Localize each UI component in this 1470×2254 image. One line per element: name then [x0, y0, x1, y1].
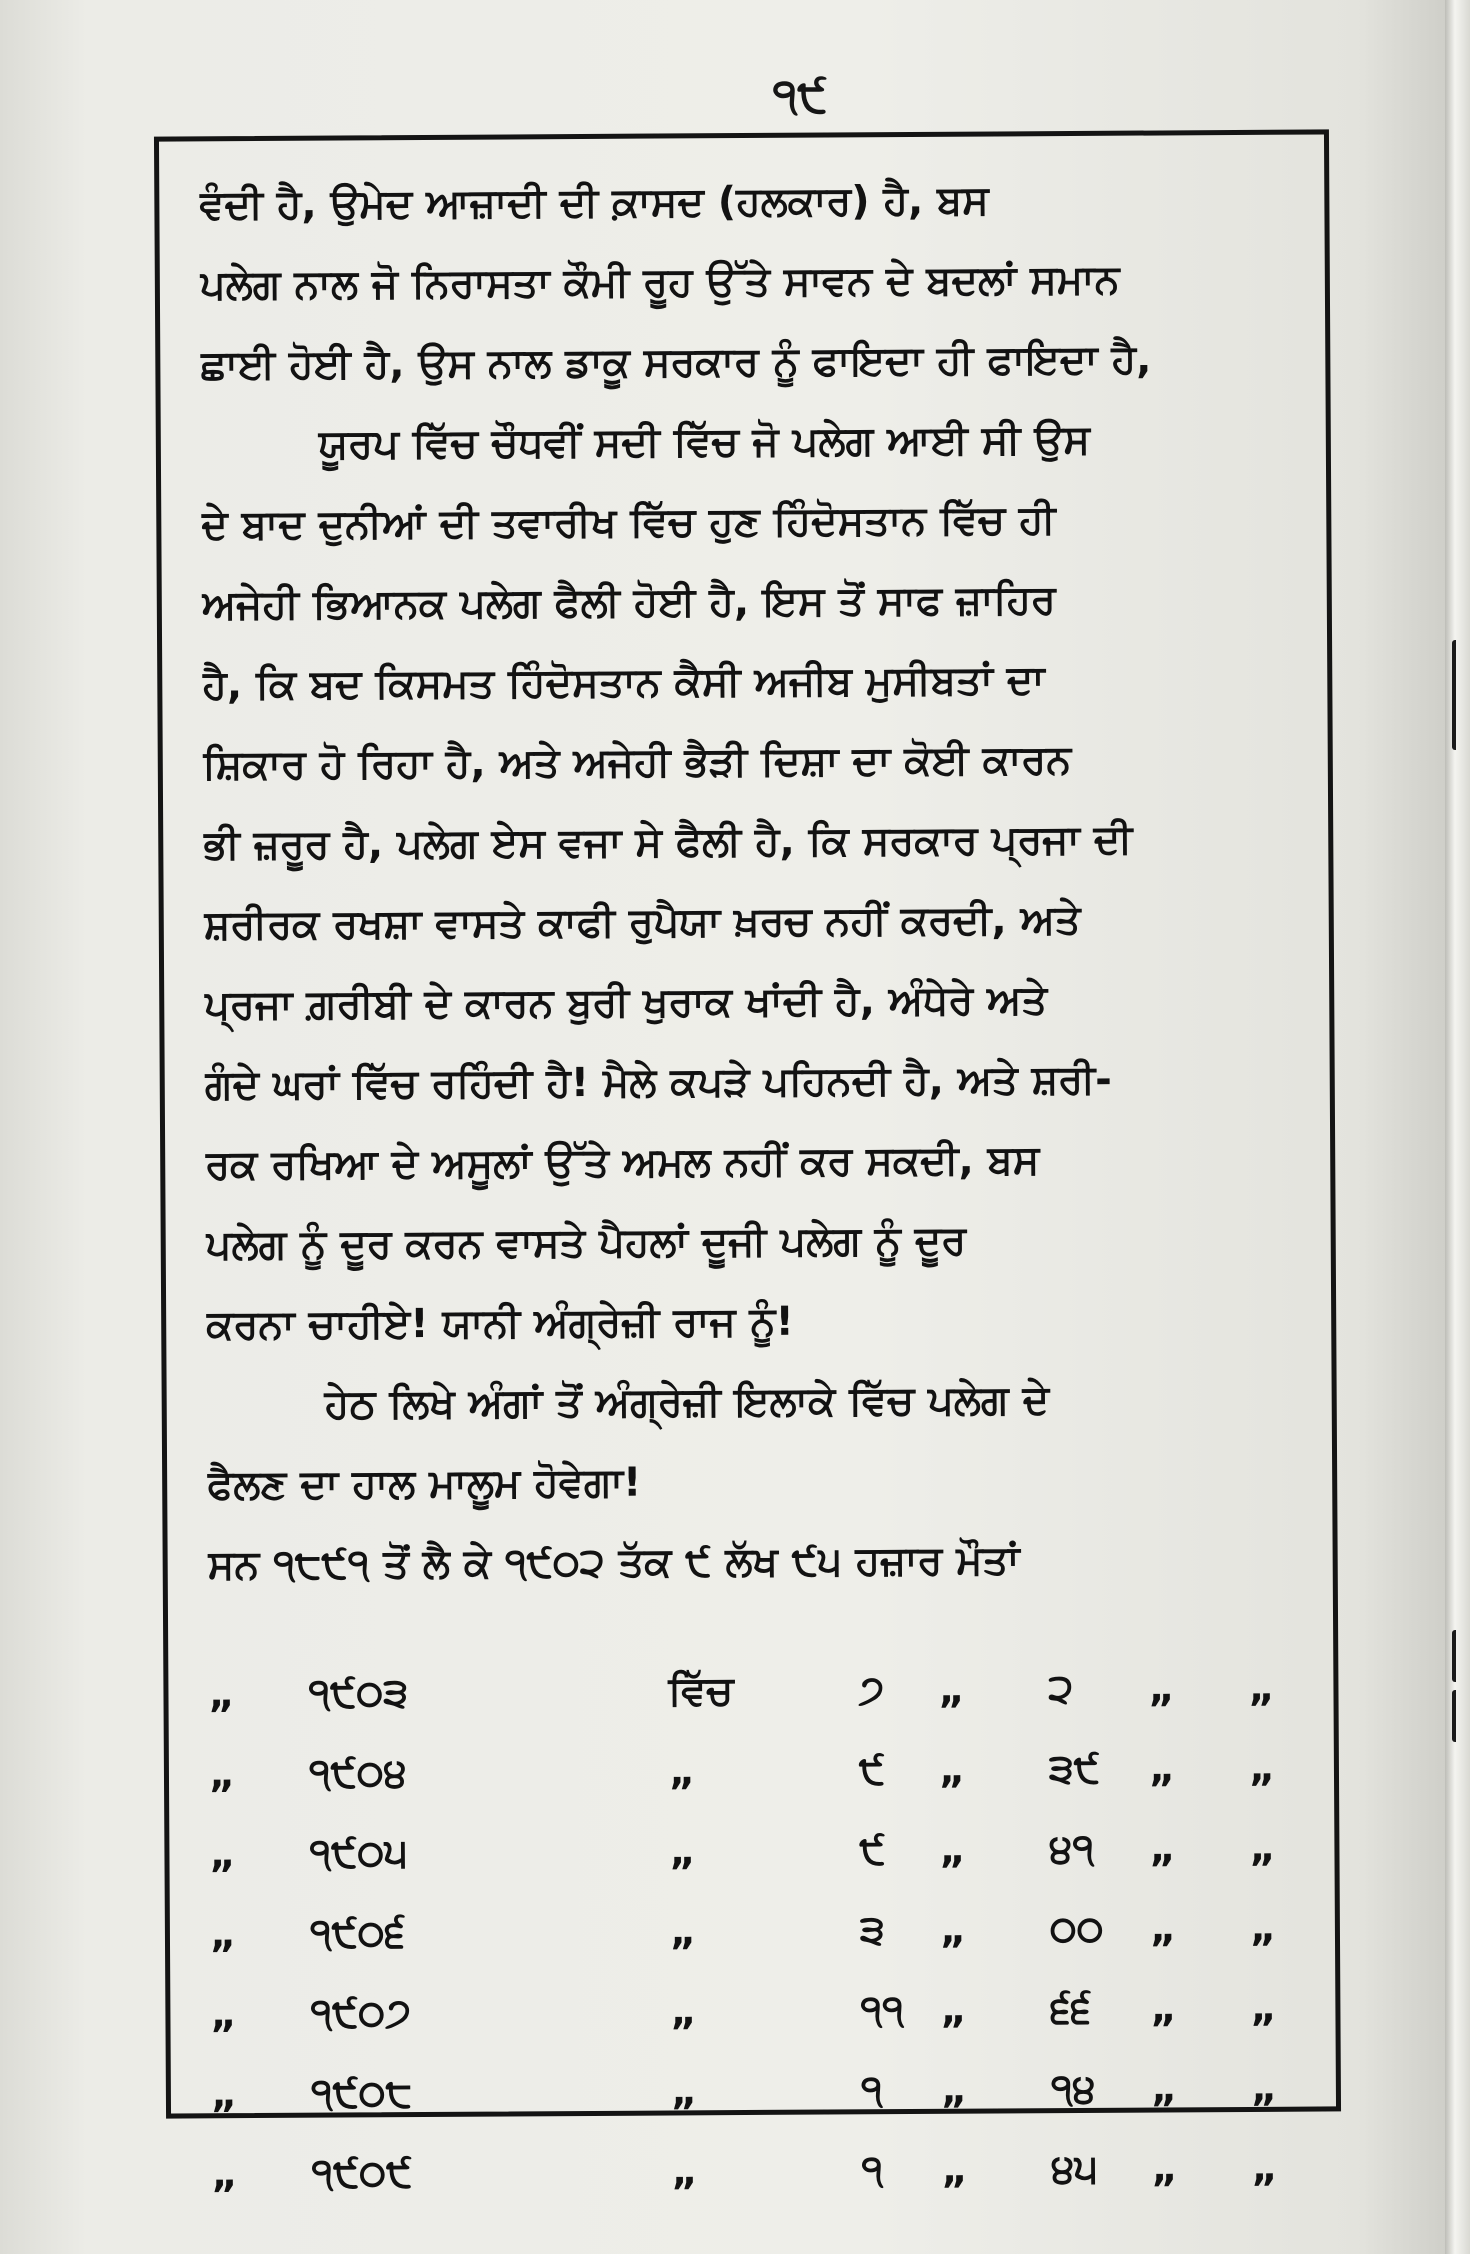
ditto-mark: „	[1150, 1985, 1177, 2032]
thousand-cell: ੪੧	[1049, 1825, 1095, 1873]
year-cell: ੧੯੦੮	[310, 2070, 413, 2117]
year-cell: ੧੯੦੬	[309, 1910, 406, 1957]
binding-mark	[1452, 1630, 1466, 1682]
ditto-mark: „	[210, 2071, 238, 2118]
thousand-cell: ੦੦	[1049, 1905, 1104, 1953]
ditto-mark: „	[1151, 2145, 1178, 2192]
year-cell: ੧੯੦੪	[308, 1750, 407, 1797]
text-line: ਯੂਰਪ ਵਿੱਚ ਚੌਧਵੀਂ ਸਦੀ ਵਿੱਚ ਜੋ ਪਲੇਗ ਆਈ ਸੀ ਉਸ	[318, 416, 1091, 468]
where-cell: ਵਿੱਚ	[668, 1668, 734, 1715]
lakh-cell: ੩	[859, 1907, 885, 1954]
paragraph-body	[199, 159, 1313, 1606]
ditto-mark: „	[209, 1911, 237, 1958]
text-line: ਹੈ, ਕਿ ਬਦ ਕਿਸਮਤ ਹਿੰਦੋਸਤਾਨ ਕੈਸੀ ਅਜੀਬ ਮੁਸੀਬਤਾਂ ਦਾ	[202, 657, 1045, 709]
ditto-mark: „	[1248, 1744, 1276, 1791]
text-line: ਰਕ ਰਖਿਆ ਦੇ ਅਸੂਲਾਂ ਉੱਤੇ ਅਮਲ ਨਹੀਂ ਕਰ ਸਕਦੀ, ਬਸ	[205, 1137, 1040, 1189]
thousand-cell: ੩੯	[1048, 1745, 1101, 1793]
year-cell: ੧੯੦੯	[311, 2150, 413, 2197]
text-line: ਭੀ ਜ਼ਰੂਰ ਹੈ, ਪਲੇਗ ਏਸ ਵਜਾ ਸੇ ਫੈਲੀ ਹੈ, ਕਿ ਸਰਕਾਰ ਪ੍ਰਜਾ ਦੀ	[203, 816, 1133, 869]
table-row	[210, 1905, 1315, 1972]
ditto-mark: „	[1249, 1824, 1276, 1871]
plague-deaths-table	[208, 1645, 1313, 2198]
thousand-cell: ੧੪	[1050, 2065, 1096, 2113]
text-line: ਪ੍ਰਜਾ ਗ਼ਰੀਬੀ ਦੇ ਕਾਰਨ ਬੁਰੀ ਖੁਰਾਕ ਖਾਂਦੀ ਹੈ, ਅੰਧੇਰੇ ਅਤੇ	[204, 977, 1048, 1029]
ditto-mark: „	[1150, 2065, 1178, 2112]
ditto-mark: „	[210, 1991, 237, 2038]
table-row	[209, 1825, 1314, 1892]
lakh-cell: ੯	[858, 1747, 886, 1794]
text-line: ਛਾਈ ਹੋਈ ਹੈ, ਉਸ ਨਾਲ ਡਾਕੂ ਸਰਕਾਰ ਨੂੰ ਫਾਇਦਾ ਹੀ ਫਾਇਦਾ ਹੈ,	[200, 336, 1152, 389]
text-line: ਪਲੇਗ ਨੂੰ ਦੂਰ ਕਰਨ ਵਾਸਤੇ ਪੈਹਲਾਂ ਦੂਜੀ ਪਲੇਗ ਨੂੰ ਦੂਰ	[205, 1217, 967, 1269]
text-line: ਵੰਦੀ ਹੈ, ਉਮੇਦ ਆਜ਼ਾਦੀ ਦੀ ਕ਼ਾਸਦ (ਹਲਕਾਰ) ਹੈ, ਬਸ	[199, 177, 989, 229]
table-row	[210, 1985, 1315, 2052]
year-cell: ੧੯੦੩	[308, 1670, 409, 1717]
ditto-mark: „	[1148, 1745, 1176, 1792]
ditto-mark: „	[208, 1671, 235, 1718]
lakh-cell: ੯	[859, 1827, 886, 1874]
binding-mark	[1452, 1690, 1466, 1742]
text-line: ਸ਼ਰੀਰਕ ਰਖਸ਼ਾ ਵਾਸਤੇ ਕਾਫੀ ਰੁਪੈਯਾ ਖ਼ਰਚ ਨਹੀਂ ਕਰਦੀ, ਅਤੇ	[203, 896, 1081, 949]
lakh-cell: ੧	[861, 2147, 884, 2194]
ditto-mark: „	[208, 1751, 236, 1798]
text-line: ਹੇਠ ਲਿਖੇ ਅੰਗਾਂ ਤੋਂ ਅੰਗ੍ਰੇਜ਼ੀ ਇਲਾਕੇ ਵਿੱਚ ਪਲੇਗ ਦੇ	[324, 1377, 1050, 1428]
ditto-mark: „	[209, 1831, 236, 1878]
ditto-mark: „	[1149, 1905, 1177, 1952]
text-line: ਅਜੇਹੀ ਭਿਆਨਕ ਪਲੇਗ ਫੈਲੀ ਹੋਈ ਹੈ, ਇਸ ਤੋਂ ਸਾਫ ਜ਼ਾਹਿਰ	[201, 577, 1056, 629]
table-row	[208, 1665, 1313, 1732]
table-header-line: ਸਨ ੧੮੯੧ ਤੋਂ ਲੈ ਕੇ ੧੯੦੨ ਤੱਕ ੯ ਲੱਖ ੯੫ ਹਜ਼ਾਰ ਮੌਤਾਂ	[207, 1537, 1020, 1589]
ditto-mark: „	[1248, 1664, 1275, 1711]
page-number: ੧੯	[772, 68, 828, 122]
text-line: ਸ਼ਿਕਾਰ ਹੋ ਰਿਹਾ ਹੈ, ਅਤੇ ਅਜੇਹੀ ਭੈੜੀ ਦਿਸ਼ਾ ਦਾ ਕੋਈ ਕਾਰਨ	[202, 737, 1072, 789]
lakh-cell: ੧੧	[860, 1987, 905, 2034]
ditto-mark: „	[1251, 2144, 1278, 2191]
ditto-mark: „	[938, 1666, 965, 1713]
ditto-mark: „	[939, 1906, 967, 1953]
thousand-cell: ੬੬	[1050, 1985, 1092, 2033]
ditto-mark: „	[1148, 1665, 1175, 1712]
where-cell: „	[669, 1908, 697, 1955]
ditto-mark: „	[939, 1826, 966, 1873]
adjacent-page-edge	[1445, 0, 1470, 2254]
thousand-cell: ੪੫	[1051, 2145, 1099, 2193]
text-line: ਕਰਨਾ ਚਾਹੀਏ! ਯਾਨੀ ਅੰਗ੍ਰੇਜ਼ੀ ਰਾਜ ਨੂੰ!	[206, 1298, 794, 1349]
year-cell: ੧੯੦੭	[310, 1990, 412, 2037]
where-cell: „	[670, 1988, 697, 2035]
ditto-mark: „	[1249, 1904, 1277, 1951]
table-row	[211, 2065, 1316, 2132]
lakh-cell: ੭	[858, 1667, 885, 1714]
ditto-mark: „	[940, 2066, 968, 2113]
lakh-cell: ੧	[860, 2067, 883, 2114]
where-cell: „	[670, 2068, 698, 2115]
ditto-mark: „	[1250, 1984, 1277, 2031]
ditto-mark: „	[1149, 1825, 1176, 1872]
where-cell: „	[669, 1828, 696, 1875]
text-frame	[154, 129, 1341, 2198]
text-line: ਗੰਦੇ ਘਰਾਂ ਵਿੱਚ ਰਹਿੰਦੀ ਹੈ! ਮੈਲੇ ਕਪੜੇ ਪਹਿਨਦੀ ਹੈ, ਅਤੇ ਸ਼ਰੀ-	[204, 1056, 1112, 1109]
year-cell: ੧੯੦੫	[309, 1830, 408, 1877]
text-line: ਪਲੇਗ ਨਾਲ ਜੋ ਨਿਰਾਸਤਾ ਕੌਮੀ ਰੂਹ ਉੱਤੇ ਸਾਵਨ ਦੇ ਬਦਲਾਂ ਸਮਾਨ	[199, 256, 1120, 309]
ditto-mark: „	[940, 1986, 967, 2033]
ditto-mark: „	[938, 1746, 966, 1793]
where-cell: „	[668, 1748, 696, 1795]
thousand-cell: ੨	[1048, 1666, 1074, 1713]
text-line: ਫੈਲਣ ਦਾ ਹਾਲ ਮਾਲੂਮ ਹੋਵੇਗਾ!	[207, 1459, 642, 1509]
binding-mark	[1452, 640, 1466, 750]
table-row	[211, 2145, 1316, 2212]
ditto-mark: „	[941, 2146, 968, 2193]
text-line: ਦੇ ਬਾਦ ਦੁਨੀਆਂ ਦੀ ਤਵਾਰੀਖ ਵਿੱਚ ਹੁਣ ਹਿੰਦੋਸਤਾਨ ਵਿੱਚ ਹੀ	[201, 497, 1056, 549]
ditto-mark: „	[211, 2151, 238, 2198]
where-cell: „	[671, 2148, 698, 2195]
ditto-mark: „	[1250, 2064, 1278, 2111]
table-row	[209, 1745, 1314, 1812]
